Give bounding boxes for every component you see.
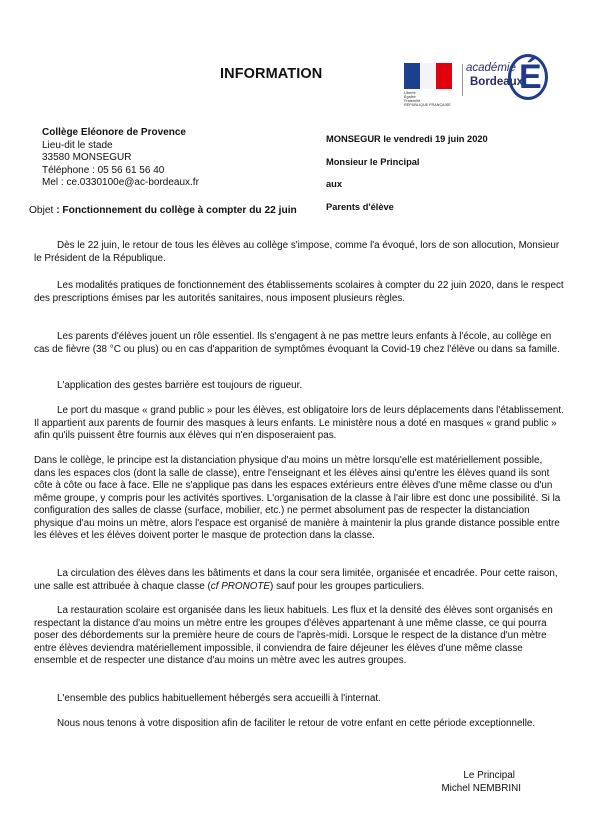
paragraph-6: Dans le collège, le principe est la distanciation physique d'au moins un mètre lorsqu'elle est matériellement possible, dans les espaces clos (dont la salle de classe), entre l'enseignant et les élèves ainsi qu'entre les élèves quand ils sont côte à côte ou face à face. Elle ne s'applique pas dans les espaces extérieurs entre élèves d'une même classe ou d'un même groupe, y compris pour les activités sportives. L'organisation de la classe à l'air libre est donc une possibilité. Si la configuration des salles de classe (surface, mobilier, etc.) ne permet absolument pas de respecter la distanciation physique d'au moins un mètre, alors l'espace est organisé de manière à maintenir la plus grande distance possible entre les élèves et les élèves doivent porter le masque de protection dans la classe. [34, 455, 561, 541]
postal-city: 33580 MONSEGUR [42, 152, 132, 163]
paragraph-8: La restauration scolaire est organisée dans les lieux habituels. Les flux et la densité des élèves sont organisés en respectant la distance d'au moins un mètre entre les groupes d'élèves appartenant à une même classe, ce qui pourra poser des débordements sur la première heure de cours de l'après-midi. Lorsque le respect de la distance d'un mètre entre élèves deviendra matériellement impossible, il conviendra de faire déjeuner les élèves d'une même classe ensemble et de respecter une distance d'au moins un mètre avec les autres groupes. [34, 605, 553, 666]
signature-role: Le Principal [463, 770, 515, 781]
french-flag-icon [404, 63, 452, 89]
school-name: Collège Eléonore de Provence [42, 127, 186, 138]
paragraph-4: L'application des gestes barrière est toujours de rigueur. [57, 380, 303, 391]
logo-caption: Liberté Égalité Fraternité RÉPUBLIQUE FRANÇAISE [404, 91, 451, 107]
date-line: MONSEGUR le vendredi 19 juin 2020 [326, 134, 488, 144]
academie-e-icon: É [508, 54, 548, 100]
paragraph-5: Le port du masque « grand public » pour les élèves, est obligatoire lors de leurs déplacements dans l'établissement. Il appartient aux parents de fournir des masques à leurs enfants. Le ministère nous a doté en masques « grand public » afin qu'ils puissent être fournis aux élèves qui n'en disposeraient pas. [34, 405, 564, 441]
email: Mel : ce.0330100e@ac-bordeaux.fr [42, 177, 199, 188]
paragraph-3: Les parents d'élèves jouent un rôle essentiel. Ils s'engagent à ne pas mettre leurs enfants à l'école, au collège en cas de fièvre (38 °C ou plus) ou en cas d'apparition de symptômes évoquant la Covid-19 chez l'élève ou dans sa famille. [34, 331, 560, 355]
address-line: Lieu-dit le stade [42, 139, 113, 151]
paragraph-7: La circulation des élèves dans les bâtiments et dans la cour sera limitée, organisée et encadrée. Pour cette raison, une salle est attribuée à chaque classe (cf PRONOTE) sauf pour les groupes particuliers. [34, 568, 558, 592]
aux-line: aux [326, 179, 343, 189]
signature-block [441, 770, 521, 795]
subject-line: Objet : Fonctionnement du collège à compter du 22 juin [29, 205, 297, 216]
recipient-block [326, 128, 488, 218]
paragraph-10: Nous nous tenons à votre disposition afin de faciliter le retour de votre enfant en cette période exceptionnelle. [57, 718, 536, 729]
phone: Téléphone : 05 56 61 56 40 [42, 164, 165, 176]
to-line: Parents d'élève [326, 201, 394, 212]
document-title: INFORMATION [220, 66, 323, 82]
from-line: Monsieur le Principal [326, 156, 420, 167]
paragraph-2: Les modalités pratiques de fonctionnement des établissements scolaires à compter du 22 juin 2020, dans le respect des prescriptions émises par les autorités sanitaires, nous imposent plusieurs règles. [34, 280, 564, 304]
sender-address-block [42, 127, 199, 190]
paragraph-9: L'ensemble des publics habituellement hébergés sera accueilli à l'internat. [57, 693, 381, 704]
academie-bordeaux-logo: académie Bordeaux É [462, 44, 548, 104]
signature-name: Michel NEMBRINI [441, 782, 521, 794]
paragraph-1: Dès le 22 juin, le retour de tous les élèves au collège s'impose, comme l'a évoqué, lors de son allocution, Monsieur le Président de la République. [34, 240, 560, 264]
republique-francaise-logo [404, 63, 454, 107]
